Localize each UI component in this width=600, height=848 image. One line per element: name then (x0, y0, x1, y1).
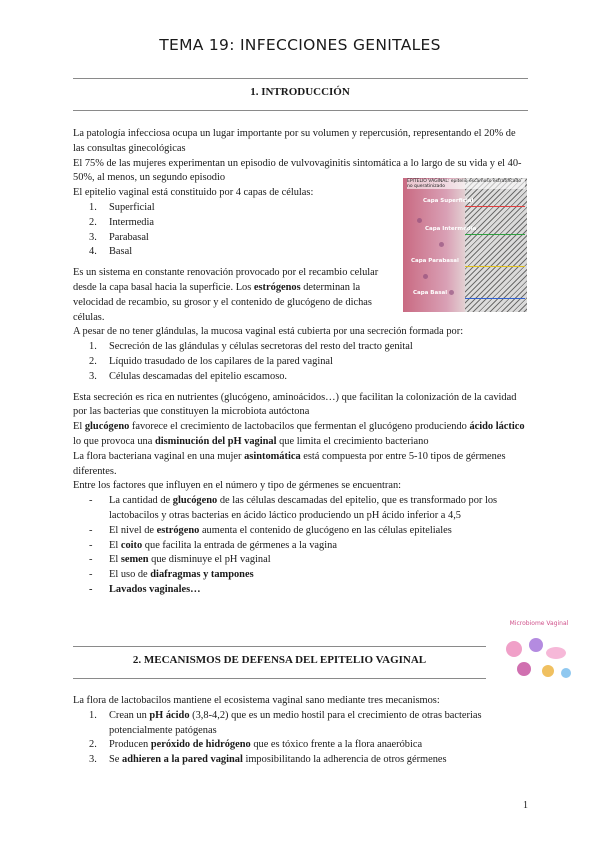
paragraph: Esta secreción es rica en nutrientes (glucógeno, aminoácidos…) que facilitan la colonización de la cavidad por las bacterias que constituyen la microbiota autóctona (73, 391, 517, 418)
divider (73, 678, 486, 679)
list-item (73, 753, 528, 768)
list-text: Intermedia (109, 216, 155, 228)
text: El uso de (109, 569, 151, 581)
list-number: 3. (89, 231, 97, 243)
text: (3,8-4,2) que es un medio hostil para el crecimiento de otras bacterias potencialmente patógenas (109, 709, 482, 736)
list-item (73, 583, 513, 598)
list-item (73, 568, 513, 583)
mechanisms-list (73, 709, 528, 768)
bold-text: glucógeno (172, 495, 218, 507)
paragraph: Entre los factores que influyen en el número y tipo de gérmenes se encuentran: (73, 480, 402, 492)
list-text: Superficial (109, 201, 155, 213)
list-item (73, 709, 528, 739)
section-heading-mecanismos: 2. MECANISMOS DE DEFENSA DEL EPITELIO VAGINAL (132, 654, 427, 666)
page-number: 1 (523, 800, 528, 811)
figure-caption: EPITELIO VAGINAL: epitelio escamoso estratificado no queratinizado (407, 179, 525, 189)
microbiome-label: Microbiome Vaginal (509, 620, 569, 627)
list-item (73, 370, 528, 385)
vaginal-epithelium-figure (403, 178, 527, 312)
bold-text: ácido láctico (469, 421, 525, 433)
list-number: 3. (89, 370, 97, 382)
bold-text: disminución del pH vaginal (154, 435, 277, 447)
layer-label-intermedia: Capa Intermedia (425, 226, 477, 232)
text: El (73, 421, 85, 433)
list-text: Líquido trasudado de los capilares de la pared vaginal (109, 355, 333, 367)
pointer-line (465, 298, 525, 299)
dash-marker: - (89, 524, 93, 536)
list-item (73, 524, 513, 539)
divider (73, 110, 528, 111)
bold-text: estrógenos (253, 281, 301, 293)
divider (73, 646, 486, 647)
list-number: 1. (89, 341, 97, 353)
paragraph (73, 266, 391, 325)
text: que facilita la entrada de gérmenes a la vagina (142, 539, 337, 551)
text: Es un sistema en constante renovación provocado por el recambio celular desde la capa basal hacia la superficie. Los (73, 267, 379, 293)
list-item (73, 355, 528, 370)
list-text: Parabasal (109, 231, 149, 243)
list-number: 2. (89, 216, 97, 228)
list-number: 4. (89, 246, 97, 258)
list-number: 1. (89, 709, 97, 721)
paragraph: La flora de lactobacilos mantiene el ecosistema vaginal sano mediante tres mecanismos: (73, 695, 440, 706)
text: que disminuye el pH vaginal (148, 554, 271, 566)
text: favorece el crecimiento de lactobacilos que fermentan el glucógeno produciendo (129, 421, 470, 433)
layer-label-parabasal: Capa Parabasal (411, 258, 459, 264)
list-item (73, 340, 528, 355)
bold-text: pH ácido (149, 709, 190, 721)
text: La cantidad de (109, 495, 173, 507)
section-heading-introduccion: 1. INTRODUCCIÓN (250, 86, 350, 98)
dash-marker: - (89, 495, 93, 507)
bold-text: Lavados vaginales… (109, 583, 201, 595)
list-item (73, 539, 513, 554)
dash-marker: - (89, 583, 93, 595)
bold-text: asintomática (244, 450, 301, 462)
list-text: Células descamadas del epitelio escamoso. (109, 370, 288, 382)
divider (73, 78, 528, 79)
text: El nivel de (109, 524, 157, 536)
microbiome-illustration (496, 620, 582, 690)
list-number: 2. (89, 739, 97, 751)
list-text: Basal (109, 246, 133, 258)
text: de las células descamadas del epitelio, que es transformado por los lactobacilos y otras bacterias en ácido láctico produciendo un pH ácido inferior a 4,5 (109, 495, 498, 521)
bold-text: adhieren a la pared vaginal (122, 754, 243, 766)
cell-dot (439, 242, 444, 247)
list-number: 2. (89, 355, 97, 367)
pointer-line (465, 206, 525, 207)
paragraph: A pesar de no tener glándulas, la mucosa vaginal está cubierta por una secreción formada por: (73, 326, 464, 338)
bold-text: diafragmas y tampones (150, 569, 254, 581)
cell-dot (417, 218, 422, 223)
paragraph (73, 420, 528, 450)
bold-text: glucógeno (84, 421, 130, 433)
bold-text: coito (120, 539, 143, 551)
text: determinan la velocidad de recambio, su grosor y el contenido de glucógeno de dichas células. (73, 281, 372, 323)
bold-text: peróxido de hidrógeno (150, 739, 251, 751)
text: aumenta el contenido de glucógeno en las células epiteliales (199, 524, 452, 536)
cell-dot (423, 274, 428, 279)
list-item (73, 738, 528, 753)
bold-text: semen (120, 554, 149, 566)
dash-marker: - (89, 554, 93, 566)
text: Crean un (109, 709, 150, 721)
list-item (73, 494, 513, 524)
text: El (109, 554, 121, 566)
bacteria-icon (496, 627, 582, 687)
list-number: 3. (89, 754, 97, 766)
text: El (109, 539, 121, 551)
paragraph: El 75% de las mujeres experimentan un episodio de vulvovaginitis sintomática a lo largo de su vida y el 40-50%, al menos, un segundo episodio (73, 157, 522, 184)
text: Producen (109, 739, 151, 751)
secretion-list (73, 340, 528, 384)
bold-text: estrógeno (156, 524, 200, 536)
page-title: TEMA 19: INFECCIONES GENITALES (159, 36, 441, 54)
defense-text (73, 694, 528, 768)
layer-label-superficial: Capa Superficial (423, 198, 474, 204)
dash-marker: - (89, 539, 93, 551)
text: Se (109, 754, 122, 766)
cell-dot (449, 290, 454, 295)
pointer-line (465, 234, 525, 235)
list-number: 1. (89, 201, 97, 213)
text: está compuesta por entre 5-10 tipos de gérmenes diferentes. (73, 450, 506, 477)
text: lo que provoca una (73, 435, 155, 447)
paragraph (73, 450, 528, 480)
paragraph: La patología infecciosa ocupa un lugar importante por su volumen y repercusión, representando el 20% de las consultas ginecológicas (73, 128, 516, 154)
list-text: Secreción de las glándulas y células secretoras del resto del tracto genital (109, 341, 413, 353)
text: que limita el crecimiento bacteriano (276, 435, 429, 447)
text: La flora bacteriana vaginal en una mujer (73, 450, 245, 462)
text: que es tóxico frente a la flora anaeróbica (250, 739, 423, 751)
text: imposibilitando la adherencia de otros gérmenes (242, 754, 447, 766)
paragraph: El epitelio vaginal está constituido por 4 capas de células: (73, 187, 314, 199)
factors-list (73, 494, 513, 598)
pointer-line (465, 266, 525, 267)
histology-pattern (465, 178, 527, 312)
layer-label-basal: Capa Basal (413, 290, 448, 296)
list-item (73, 553, 513, 568)
dash-marker: - (89, 569, 93, 581)
